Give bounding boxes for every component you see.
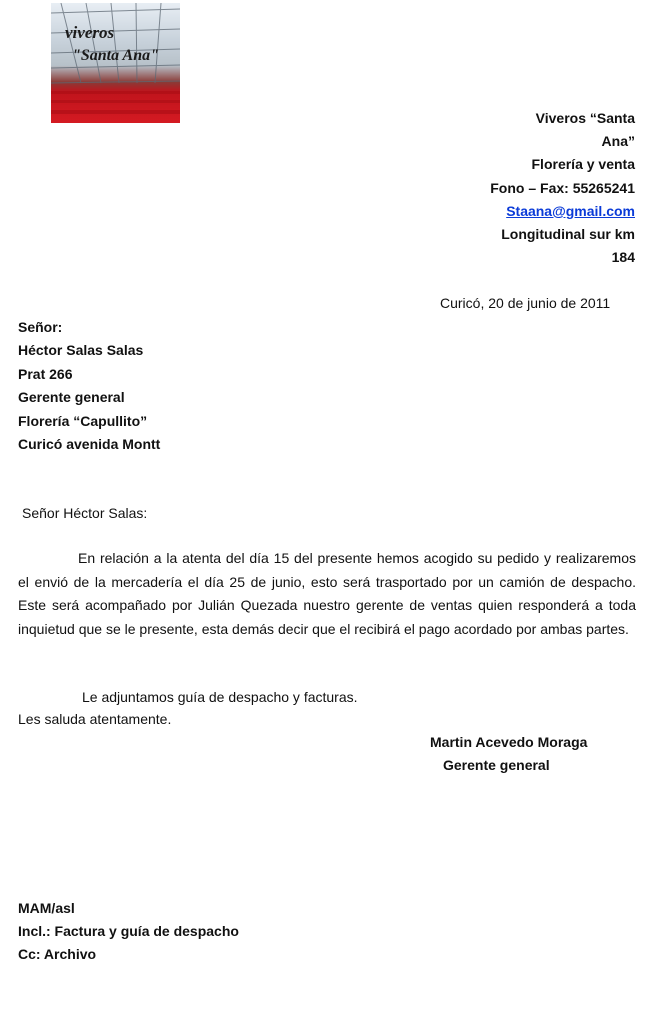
recipient-position: Gerente general <box>18 389 125 406</box>
footer-block <box>18 897 239 967</box>
salutation: Señor Héctor Salas: <box>22 505 148 521</box>
sender-phone: Fono – Fax: 55265241 <box>490 179 635 196</box>
company-logo <box>51 3 180 123</box>
enclosure-sentence: Le adjuntamos guía de despacho y facturas. <box>82 689 358 705</box>
footer-initials: MAM/asl <box>18 900 75 916</box>
recipient-name: Héctor Salas Salas <box>18 342 144 359</box>
footer-enclosures: Incl.: Factura y guía de despacho <box>18 923 239 940</box>
sender-email-link[interactable]: Staana@gmail.com <box>506 202 635 219</box>
sender-address-line2: 184 <box>611 249 635 266</box>
sender-block <box>435 107 635 269</box>
signature-title: Gerente general <box>443 757 550 773</box>
recipient-company: Florería “Capullito” <box>18 412 148 429</box>
sender-name-line1: Viveros “Santa <box>535 110 635 126</box>
sender-name-line2: Ana” <box>601 133 635 150</box>
letter-date: Curicó, 20 de junio de 2011 <box>440 295 611 311</box>
sender-business: Florería y venta <box>531 156 635 173</box>
recipient-block <box>18 316 160 456</box>
sender-address-line1: Longitudinal sur km <box>501 226 635 243</box>
recipient-street: Prat 266 <box>18 365 73 382</box>
recipient-title: Señor: <box>18 319 63 335</box>
signature-name: Martin Acevedo Moraga <box>430 734 588 750</box>
recipient-city: Curicó avenida Montt <box>18 436 161 453</box>
logo-text-line1: viveros <box>65 23 115 42</box>
letter-body: En relación a la atenta del día 15 del presente hemos acogido su pedido y realizaremos el envió de la mercadería el día 25 de junio, esto será trasportado por un camión de despacho. Este será acompañado por Julián Quezada nuestro gerente de ventas quien responderá a toda inquietud que se le presente, esta demás decir que el recibirá el pago acordado por ambas partes. <box>18 550 636 637</box>
logo-text-line2: "Santa Ana" <box>72 47 159 64</box>
footer-cc: Cc: Archivo <box>18 946 97 963</box>
closing-line: Les saluda atentamente. <box>18 711 172 727</box>
